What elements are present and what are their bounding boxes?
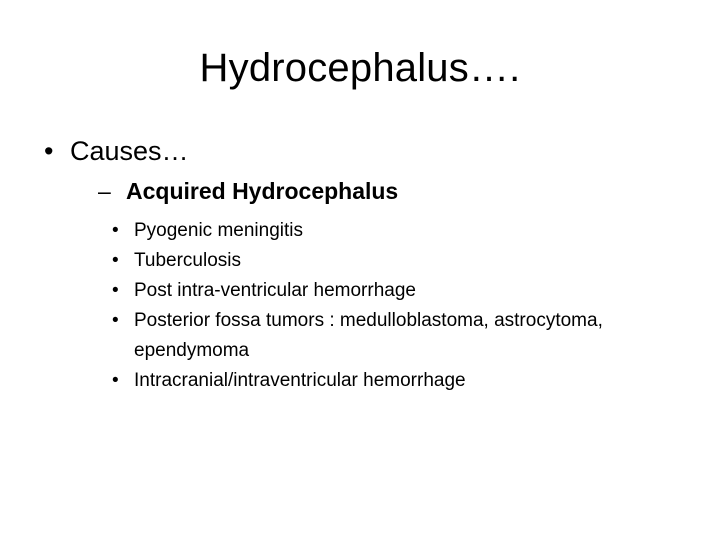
bullet-icon: •: [112, 220, 119, 241]
list-item-text: Intracranial/intraventricular hemorrhage: [134, 370, 466, 391]
list-item: [112, 366, 672, 396]
list-item-text: Tuberculosis: [134, 250, 242, 271]
bullet-icon: •: [112, 310, 119, 331]
bullet-causes: [44, 133, 189, 169]
slide-title: Hydrocephalus….: [199, 46, 521, 90]
subheading-acquired-hydrocephalus: [98, 174, 398, 208]
bullet-icon: •: [112, 370, 119, 391]
list-item: [112, 306, 672, 366]
list-item: [112, 276, 672, 306]
bullet-icon: •: [112, 250, 119, 271]
list-item: [112, 246, 672, 276]
list-item-text: Post intra-ventricular hemorrhage: [134, 280, 416, 301]
causes-list: [112, 216, 672, 396]
subheading-label: Acquired Hydrocephalus: [126, 178, 399, 204]
dash-icon: –: [98, 178, 111, 204]
bullet-icon: •: [112, 280, 119, 301]
list-item: [112, 216, 672, 246]
bullet-causes-label: Causes…: [70, 136, 189, 166]
list-item-text: Pyogenic meningitis: [134, 220, 303, 241]
list-item-text: Posterior fossa tumors : medulloblastoma, astrocytoma, ependymoma: [134, 310, 603, 361]
bullet-icon: •: [44, 136, 54, 166]
